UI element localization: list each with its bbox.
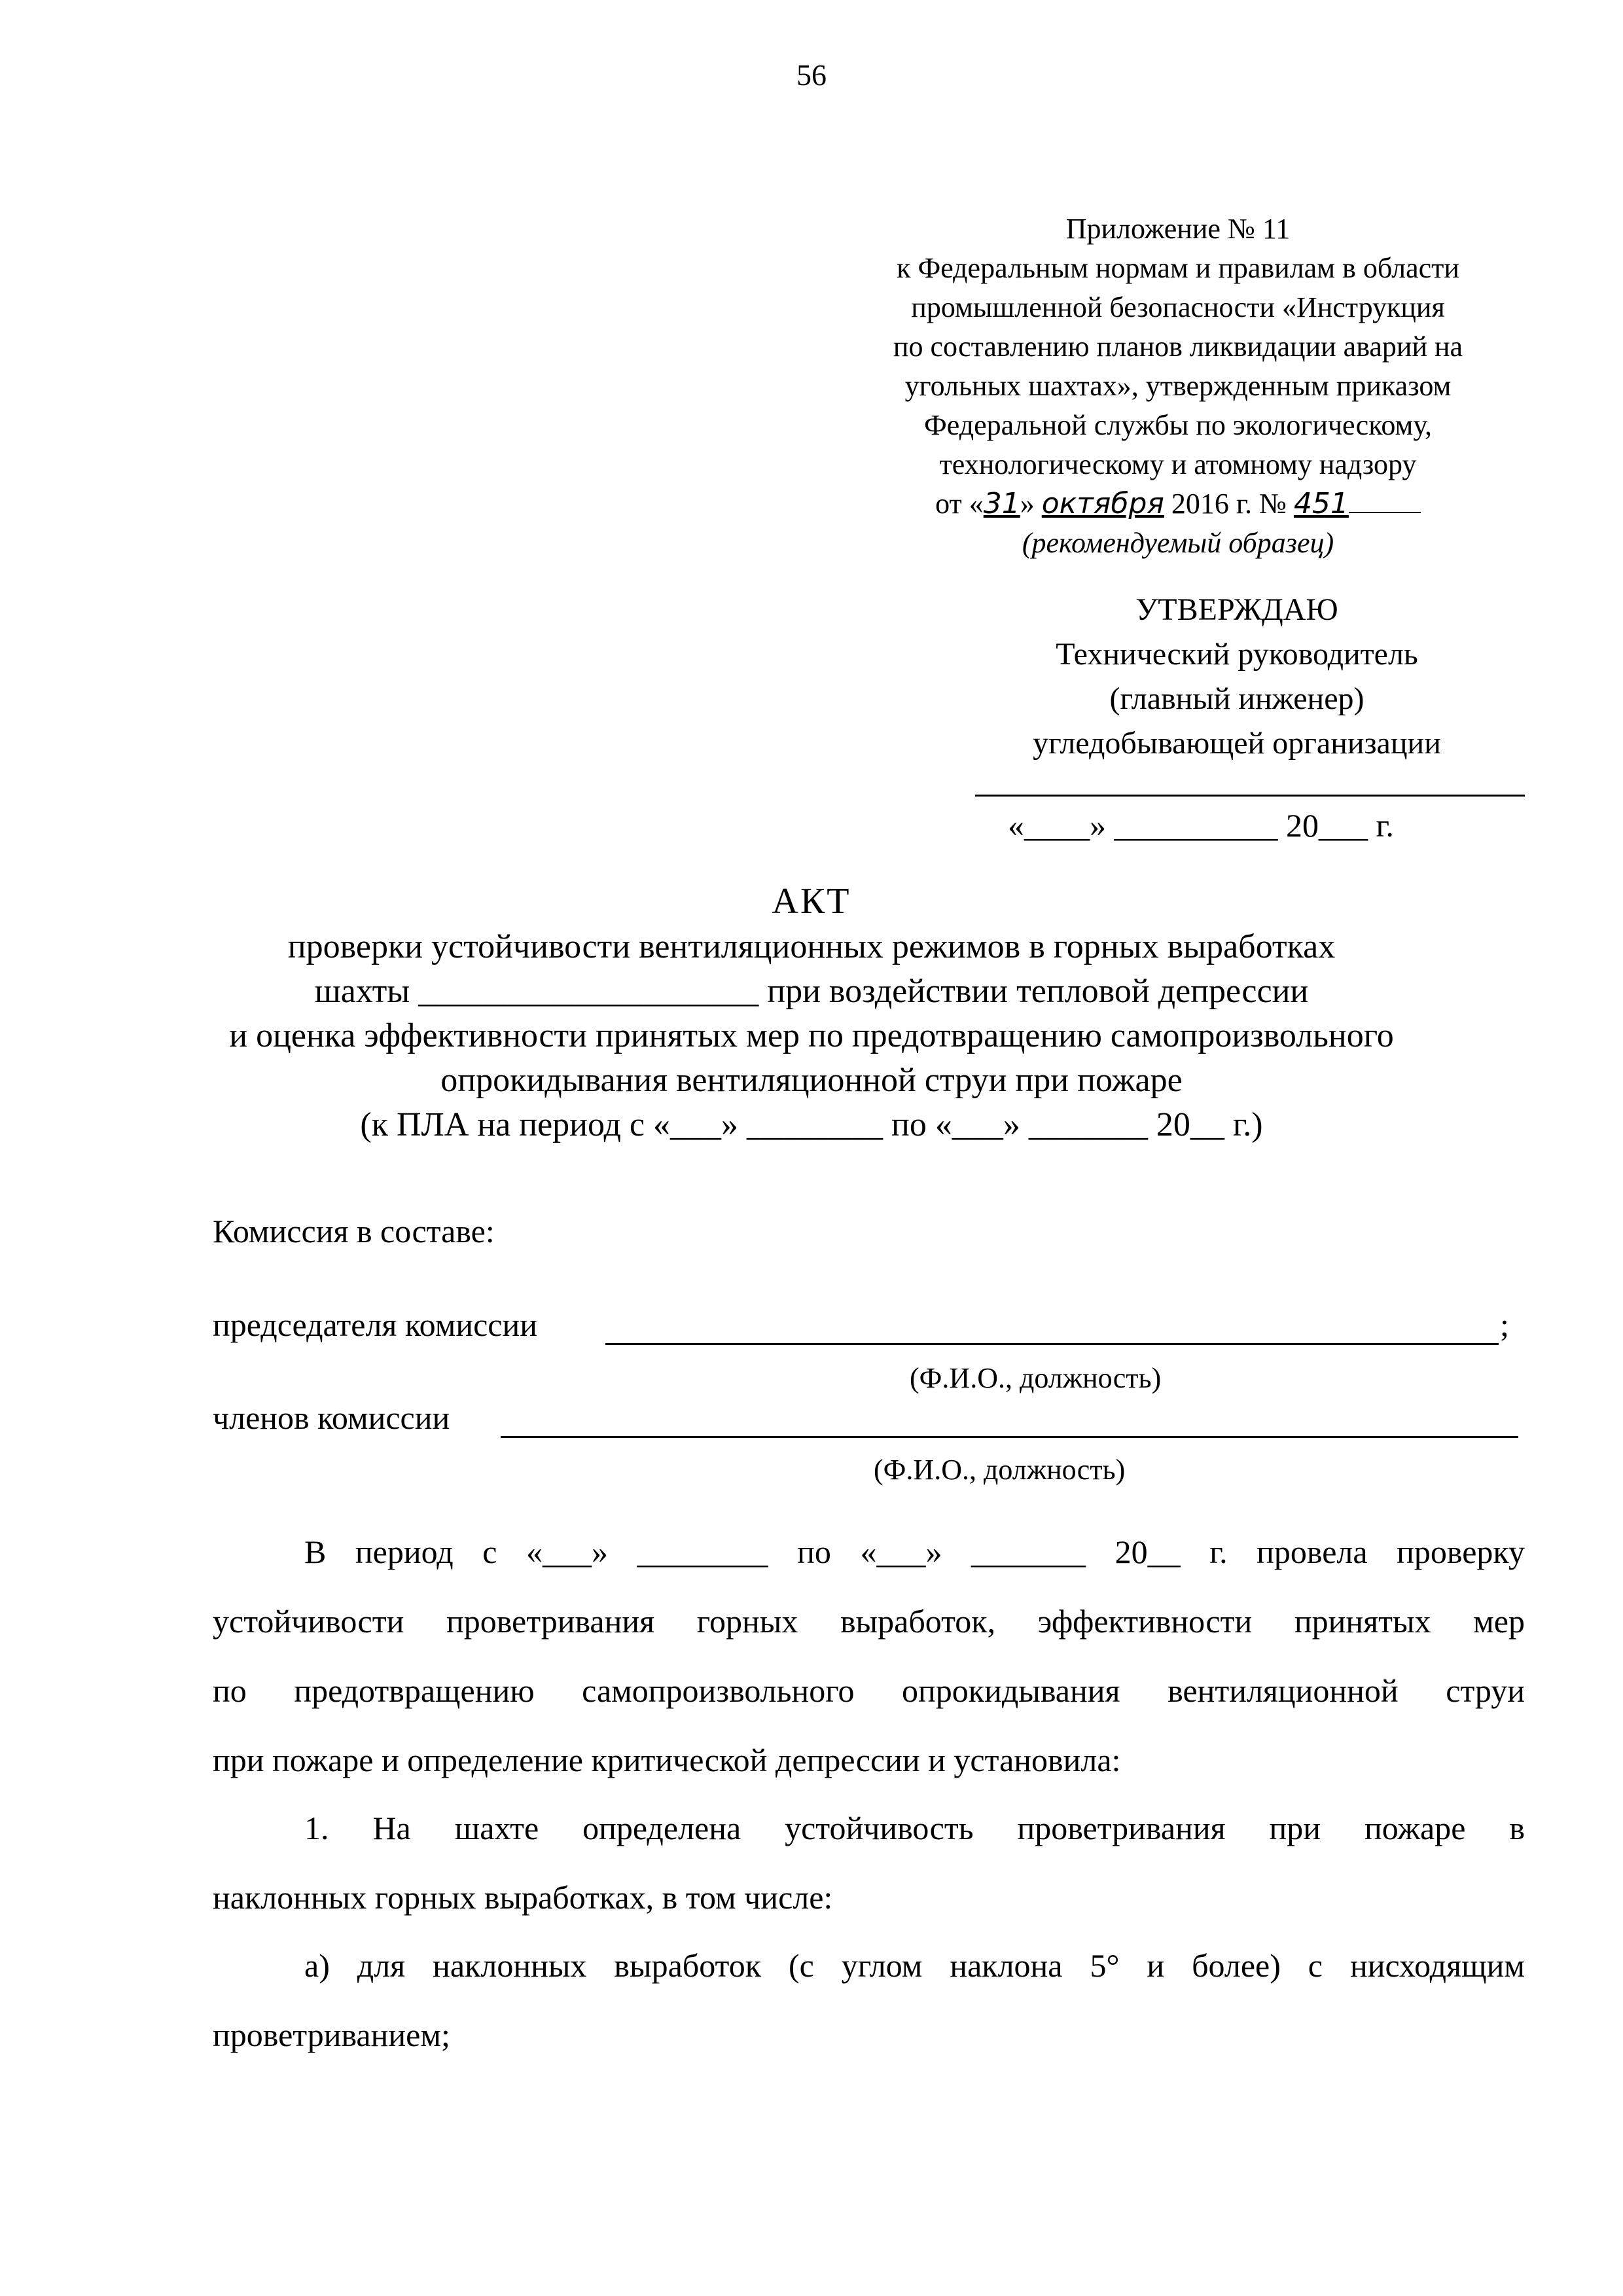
page-number: 56: [796, 58, 827, 92]
members-label: членов комиссии: [213, 1399, 450, 1436]
act-subtitle-line: опрокидывания вентиляционной струи при пожаре: [440, 1062, 1183, 1099]
approval-position: Технический руководитель: [1056, 637, 1418, 672]
appendix-text-line: угольных шахтах», утвержденным приказом: [904, 370, 1452, 402]
appendix-text-line: промышленной безопасности «Инструкция: [911, 291, 1445, 323]
chair-fill-line: [605, 1343, 1499, 1345]
paragraph-intro: [213, 1517, 1525, 1795]
order-month-handwritten: октября: [1041, 487, 1164, 520]
act-subtitle: [0, 925, 1623, 1147]
paragraph-line: В период с «___» ________ по «___» _______ 20__ г. провела проверку: [304, 1534, 1525, 1570]
approval-organization: угледобывающей организации: [1033, 726, 1441, 761]
approval-block: [969, 588, 1505, 766]
paragraph-item-1a: [213, 1931, 1525, 2070]
appendix-text-line: Федеральной службы по экологическому,: [924, 409, 1432, 441]
act-subtitle-line: шахты ____________________ при воздействии тепловой депрессии: [314, 973, 1309, 1010]
paragraph-line: по предотвращению самопроизвольного опрокидывания вентиляционной струи: [213, 1672, 1525, 1709]
act-subtitle-line: и оценка эффективности принятых мер по предотвращению самопроизвольного: [229, 1017, 1394, 1054]
approval-date-line: «____» __________ 20___ г.: [1008, 807, 1394, 844]
order-prefix: от «: [935, 488, 984, 520]
paragraph-item-1: [213, 1793, 1525, 1932]
appendix-text-line: по составлению планов ликвидации аварий на: [893, 331, 1463, 363]
paragraph-line: 1. На шахте определена устойчивость проветривания при пожаре в: [304, 1810, 1525, 1846]
signature-line: [975, 795, 1525, 797]
paragraph-line: проветриванием;: [213, 2017, 450, 2053]
act-period-line: (к ПЛА на период с «___» ________ по «___» _______ 20__ г.): [360, 1106, 1263, 1143]
paragraph-line: наклонных горных выработках, в том числе:: [213, 1879, 833, 1916]
chair-hint: (Ф.И.О., должность): [910, 1362, 1162, 1394]
act-title: АКТ: [772, 881, 851, 922]
appendix-text-line: технологическому и атомному надзору: [939, 448, 1417, 480]
appendix-block: [818, 209, 1538, 563]
members-fill-line: [501, 1436, 1518, 1438]
chair-semicolon: ;: [1500, 1306, 1509, 1343]
members-hint: (Ф.И.О., должность): [874, 1454, 1126, 1486]
paragraph-line: устойчивости проветривания горных выработок, эффективности принятых мер: [213, 1603, 1525, 1640]
approval-position-alt: (главный инженер): [1109, 681, 1364, 716]
order-number-handwritten: 451: [1293, 487, 1349, 520]
order-year: 2016 г. №: [1164, 488, 1294, 520]
appendix-text-line: к Федеральным нормам и правилам в области: [897, 252, 1459, 284]
order-day-handwritten: 31: [983, 487, 1020, 520]
order-number-underline: [1349, 487, 1421, 513]
commission-label: Комиссия в составе:: [213, 1213, 495, 1249]
act-subtitle-line: проверки устойчивости вентиляционных режимов в горных выработках: [287, 928, 1336, 965]
paragraph-line: а) для наклонных выработок (с углом наклона 5° и более) с нисходящим: [304, 1947, 1525, 1984]
chair-label: председателя комиссии: [213, 1306, 537, 1343]
sample-note: (рекомендуемый образец): [1022, 527, 1334, 559]
approval-heading: УТВЕРЖДАЮ: [1135, 592, 1338, 627]
appendix-number: Приложение № 11: [1065, 213, 1291, 245]
order-date-line: [818, 484, 1538, 524]
order-mid: »: [1020, 488, 1042, 520]
paragraph-line: при пожаре и определение критической депрессии и установила:: [213, 1742, 1121, 1778]
